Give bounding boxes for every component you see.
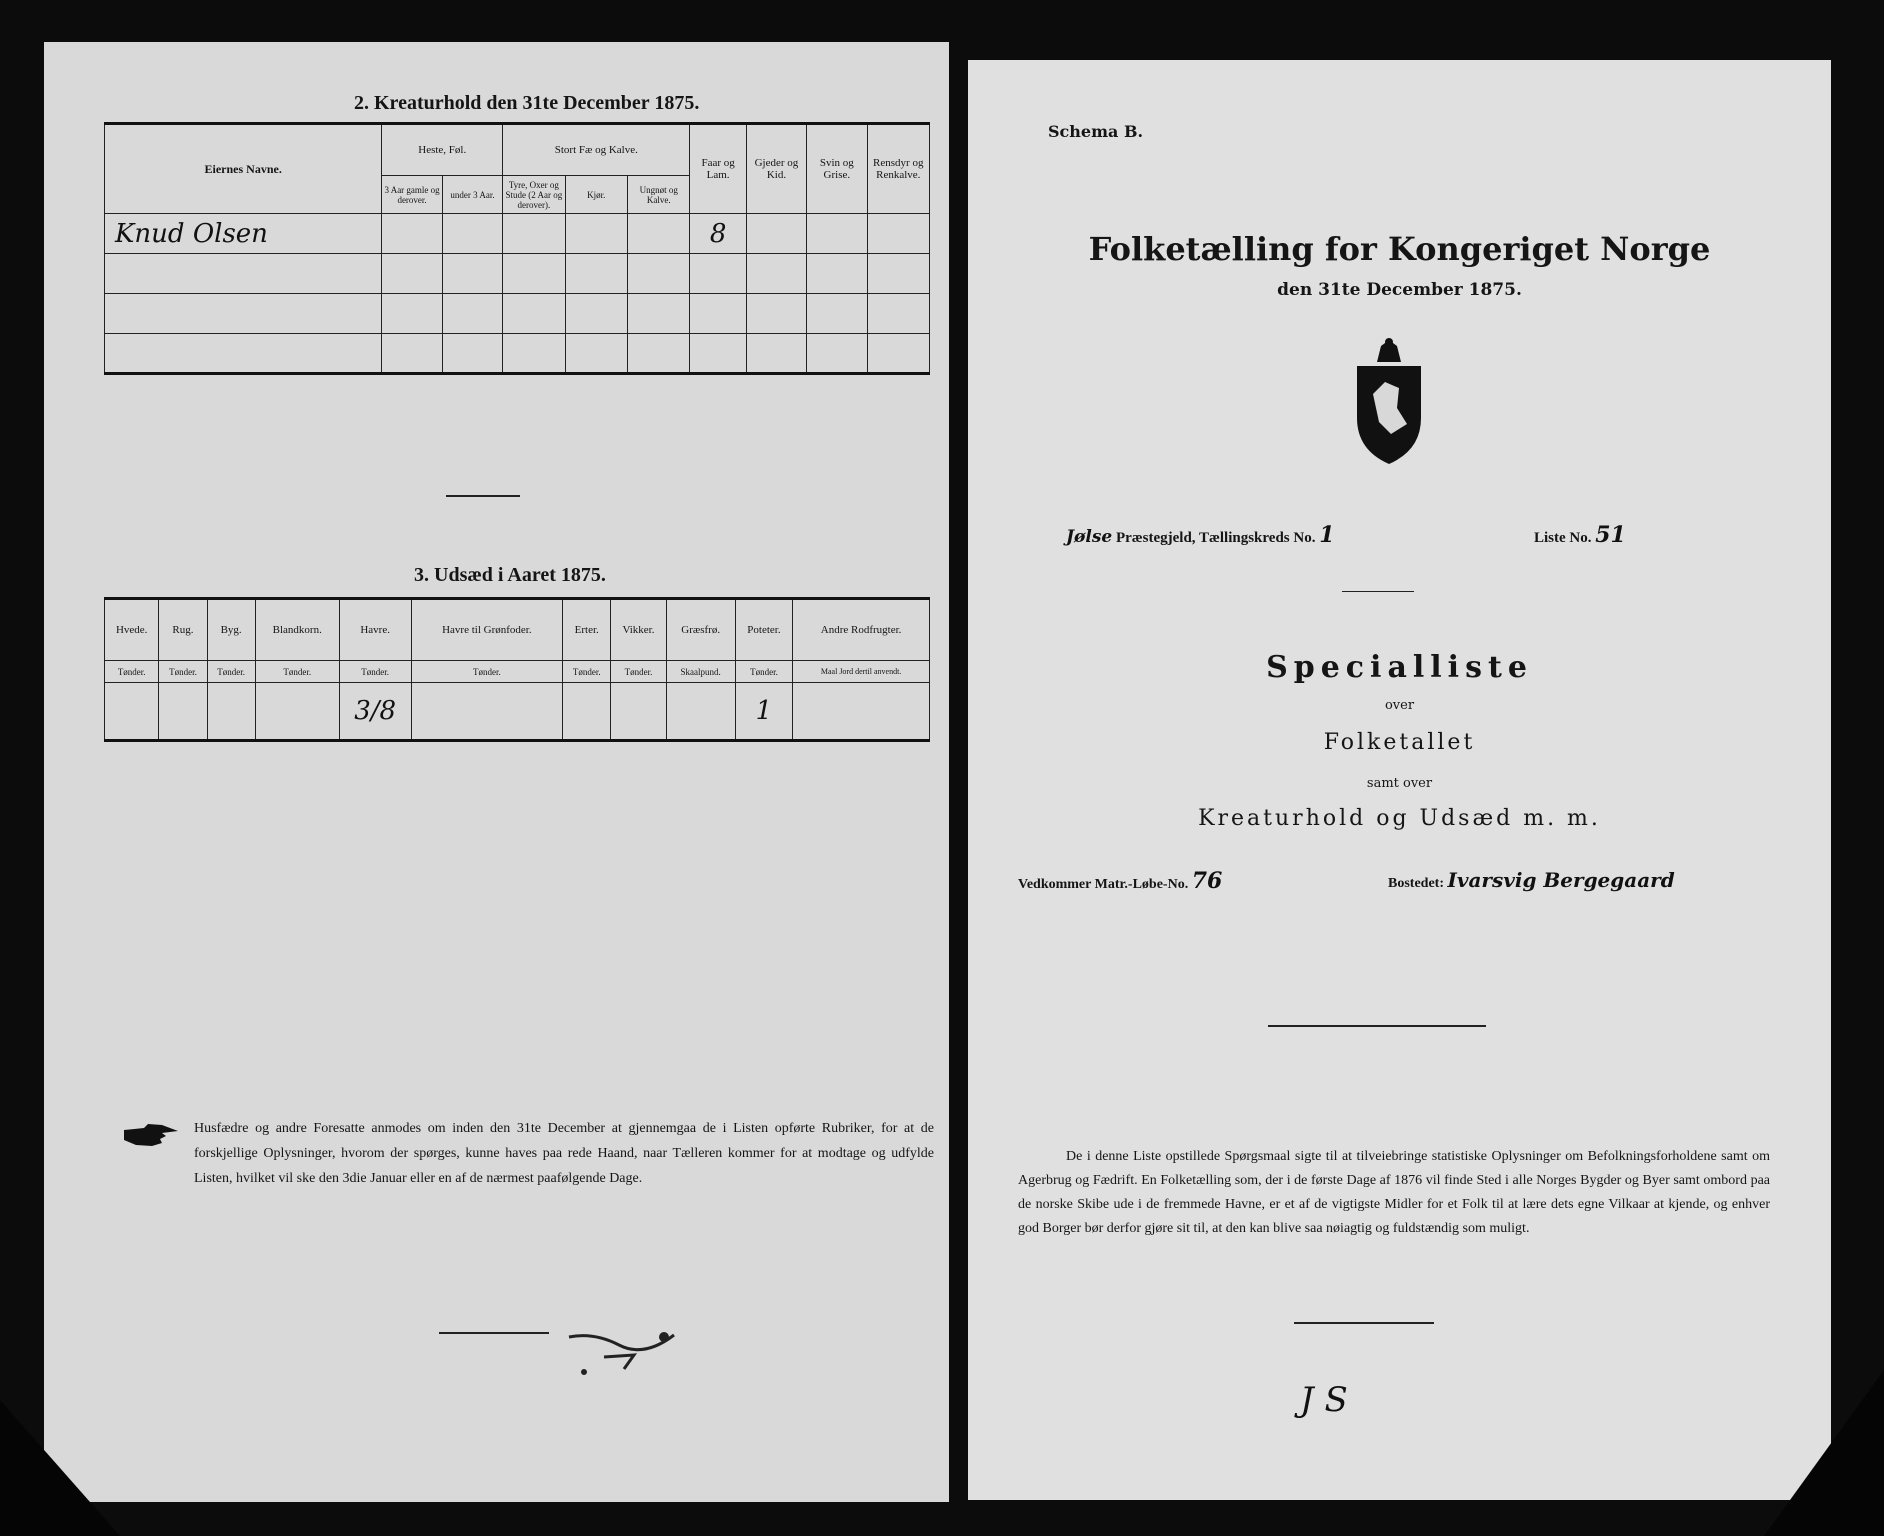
prestegjeld-value: Jølse — [1066, 527, 1113, 547]
poteter-value-cell: 1 — [735, 683, 792, 741]
divider — [1342, 591, 1414, 592]
unit-label: Tønder. — [563, 661, 611, 683]
page-title: Folketælling for Kongeriget Norge — [1088, 230, 1711, 268]
unit-label: Maal Jord dertil anvendt. — [793, 661, 930, 683]
liste-line — [1534, 522, 1626, 548]
unit-label: Tønder. — [207, 661, 255, 683]
col-header: Rug. — [159, 599, 207, 661]
owner-name-cell: Knud Olsen — [105, 214, 382, 254]
col-header: Blandkorn. — [255, 599, 339, 661]
col-header: Erter. — [563, 599, 611, 661]
table-row — [105, 214, 930, 254]
divider — [439, 1332, 549, 1334]
census-date: den 31te December 1875. — [1277, 280, 1522, 300]
ink-scribble — [564, 1327, 704, 1391]
liste-label: Liste No. — [1534, 530, 1592, 546]
unit-label: Tønder. — [411, 661, 563, 683]
left-page — [44, 42, 949, 1502]
col-header: Poteter. — [735, 599, 792, 661]
matr-value: 76 — [1191, 868, 1223, 894]
kreds-label: Tællingskreds No. — [1199, 530, 1316, 546]
pointing-hand-icon — [122, 1122, 182, 1148]
col-header: Havre. — [339, 599, 411, 661]
specialliste-heading: Specialliste — [1266, 650, 1533, 685]
havre-value-cell: 3/8 — [339, 683, 411, 741]
over-label: over — [1384, 698, 1415, 713]
svin-header: Svin og Grise. — [807, 124, 867, 214]
liste-value: 51 — [1595, 522, 1626, 548]
unit-label: Tønder. — [611, 661, 666, 683]
col-header: Vikker. — [611, 599, 666, 661]
coat-of-arms-icon — [1351, 338, 1427, 468]
heste-young-header: under 3 Aar. — [442, 176, 502, 214]
rensdyr-header: Rensdyr og Renkalve. — [867, 124, 929, 214]
bosted-line — [1388, 868, 1675, 892]
unit-label: Skaalpund. — [666, 661, 735, 683]
col-header: Hvede. — [105, 599, 159, 661]
unit-label: Tønder. — [105, 661, 159, 683]
tyre-header: Tyre, Oxer og Stude (2 Aar og derover). — [503, 176, 565, 214]
kreaturhold-heading: Kreaturhold og Udsæd m. m. — [1198, 806, 1601, 831]
udsaed-title: 3. Udsæd i Aaret 1875. — [414, 564, 606, 586]
divider — [1268, 1025, 1486, 1027]
intro-text: De i denne Liste opstillede Spørgsmaal sigte til at tilveiebringe statistiske Oplysninger om Befolkningsforholdene samt om Agerbrug og Fædrift. En Folketælling som, der i de første Dage af 1876 vil finde Sted i alle Norges Bygder og Byer samt ombord paa de norske Skibe ude i de fremmede Havne, er et af de vigtigste Midler for et Folk til at lære dets egne Vilkaar at kjende, og enhver god Borger bør derfor gjøre sit til, at den kan blive saa nøiagtig og fuldstændig som muligt. — [1018, 1149, 1770, 1236]
samt-over-label: samt over — [1366, 776, 1433, 791]
col-header: Byg. — [207, 599, 255, 661]
ungnet-header: Ungnøt og Kalve. — [628, 176, 690, 214]
col-header: Havre til Grønfoder. — [411, 599, 563, 661]
bosted-label: Bostedet: — [1388, 876, 1444, 891]
initials-signature: J S — [1300, 1380, 1348, 1420]
col-header: Græsfrø. — [666, 599, 735, 661]
corner-tab — [0, 1400, 120, 1536]
notice-text: Husfædre og andre Foresatte anmodes om inden den 31te December at gjennemgaa de i Listen opførte Rubriker, for at de forskjellige Oplysninger, hvorom der spørges, kunne haves paa rede Haand, naar Tælleren kommer for at modtage og udfylde Listen, hvilket vil ske den 3die Januar eller en af de nærmest paafølgende Dage. — [194, 1121, 934, 1186]
table-row — [105, 334, 930, 374]
kreaturhold-table — [104, 122, 930, 375]
owner-header: Eiernes Navne. — [105, 124, 382, 214]
table-row — [105, 294, 930, 334]
unit-label: Tønder. — [255, 661, 339, 683]
bosted-value: Ivarsvig Bergegaard — [1447, 868, 1675, 892]
right-page — [968, 60, 1831, 1500]
corner-tab — [1764, 1370, 1884, 1536]
heste-old-header: 3 Aar gamle og derover. — [382, 176, 442, 214]
kreaturhold-title: 2. Kreaturhold den 31te December 1875. — [354, 92, 700, 114]
faar-value-cell: 8 — [690, 214, 746, 254]
unit-label: Tønder. — [339, 661, 411, 683]
unit-label: Tønder. — [735, 661, 792, 683]
schema-label: Schema B. — [1048, 122, 1144, 141]
divider — [1294, 1322, 1434, 1324]
prestegjeld-label: Præstegjeld, — [1115, 530, 1196, 546]
col-header: Andre Rodfrugter. — [793, 599, 930, 661]
matr-line — [1018, 868, 1222, 894]
kreds-value: 1 — [1319, 522, 1335, 548]
udsaed-table — [104, 597, 930, 742]
faar-header: Faar og Lam. — [690, 124, 746, 214]
kjer-header: Kjør. — [565, 176, 627, 214]
table-row — [105, 683, 930, 741]
table-row — [105, 254, 930, 294]
folketallet-heading: Folketallet — [1323, 730, 1476, 755]
matr-label: Vedkommer Matr.-Løbe-No. — [1018, 877, 1189, 892]
location-line — [1066, 522, 1335, 548]
divider — [446, 495, 520, 497]
stort-group-header: Stort Fæ og Kalve. — [503, 124, 690, 176]
unit-label: Tønder. — [159, 661, 207, 683]
gjeder-header: Gjeder og Kid. — [746, 124, 806, 214]
heste-group-header: Heste, Føl. — [382, 124, 503, 176]
